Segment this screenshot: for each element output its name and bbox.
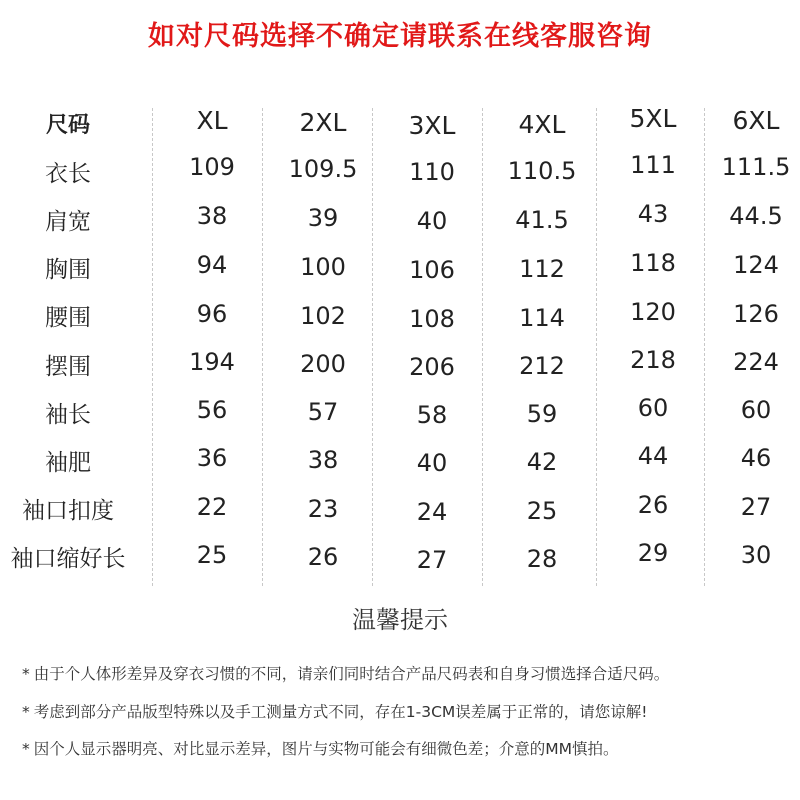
table-cell: 28 [526,545,558,573]
table-cell: 22 [196,493,228,521]
tips-title: 温馨提示 [352,606,448,634]
tip-note [22,737,792,759]
table-cell: 38 [196,202,228,230]
table-cell: 124 [733,251,779,279]
table-cell: 27 [740,493,772,521]
header-size-xl: XL [196,106,228,135]
table-cell: 100 [300,253,346,281]
table-cell: 224 [733,348,779,376]
header-size-5xl: 5XL [629,104,677,133]
table-cell: 40 [416,207,448,235]
table-cell: 59 [526,400,558,428]
table-cell: 58 [416,401,448,429]
row-label: 袖口缩好长 [10,546,126,572]
table-cell: 109 [189,153,235,181]
tip-text: 由于个人体形差异及穿衣习惯的不同，请亲们同时结合产品尺码表和自身习惯选择合适尺码。 [33,665,670,683]
table-cell: 114 [519,304,565,332]
table-cell: 38 [307,446,339,474]
table-cell: 36 [196,444,228,472]
table-cell: 42 [526,448,558,476]
table-cell: 44.5 [729,202,783,230]
table-cell: 56 [196,396,228,424]
table-cell: 43 [637,200,669,228]
table-cell: 111.5 [721,153,791,181]
row-label: 腰围 [45,305,91,331]
table-cell: 30 [740,541,772,569]
size-chart-table [0,96,800,586]
banner-title: 如对尺码选择不确定请联系在线客服咨询 [148,21,652,52]
table-cell: 110.5 [507,157,577,185]
row-label: 袖口扣度 [22,498,114,524]
table-cell: 94 [196,251,228,279]
table-cell: 46 [740,444,772,472]
tip-note [22,700,792,722]
table-cell: 109.5 [288,155,358,183]
table-cell: 25 [196,541,228,569]
header-size-6xl: 6XL [732,106,780,135]
table-cell: 60 [740,396,772,424]
table-cell: 106 [409,256,455,284]
tip-text: 考虑到部分产品版型特殊以及手工测量方式不同，存在1-3CM误差属于正常的，请您谅解! [33,703,648,721]
table-cell: 206 [409,353,455,381]
table-cell: 200 [300,350,346,378]
table-cell: 96 [196,300,228,328]
row-label: 袖长 [45,402,91,428]
table-cell: 41.5 [515,206,569,234]
table-cell: 40 [416,449,448,477]
table-cell: 60 [637,394,669,422]
table-cell: 26 [307,543,339,571]
row-label: 袖肥 [45,450,91,476]
table-cell: 108 [409,305,455,333]
table-cell: 212 [519,352,565,380]
table-cell: 27 [416,546,448,574]
table-cell: 23 [307,495,339,523]
tip-text: 因个人显示器明亮、对比显示差异，图片与实物可能会有细微色差；介意的MM慎拍。 [33,740,619,758]
table-cell: 218 [630,346,676,374]
header-size-2xl: 2XL [299,108,347,137]
tip-note [22,662,792,684]
row-label: 胸围 [45,257,91,283]
bullet-star: * [22,703,30,721]
table-cell: 39 [307,204,339,232]
table-cell: 126 [733,300,779,328]
header-size-3xl: 3XL [408,111,456,140]
row-label: 衣长 [45,161,91,187]
table-cell: 110 [409,158,455,186]
row-label: 摆围 [45,354,91,380]
table-cell: 25 [526,497,558,525]
table-cell: 194 [189,348,235,376]
table-cell: 112 [519,255,565,283]
table-cell: 57 [307,398,339,426]
table-cell: 118 [630,249,676,277]
table-cell: 24 [416,498,448,526]
header-size-4xl: 4XL [518,110,566,139]
table-cell: 29 [637,539,669,567]
header-size-label: 尺码 [45,113,90,138]
bullet-star: * [22,665,30,683]
table-cell: 111 [630,151,676,179]
table-cell: 120 [630,298,676,326]
bullet-star: * [22,740,30,758]
table-cell: 26 [637,491,669,519]
table-cell: 44 [637,442,669,470]
row-label: 肩宽 [45,209,91,235]
table-cell: 102 [300,302,346,330]
